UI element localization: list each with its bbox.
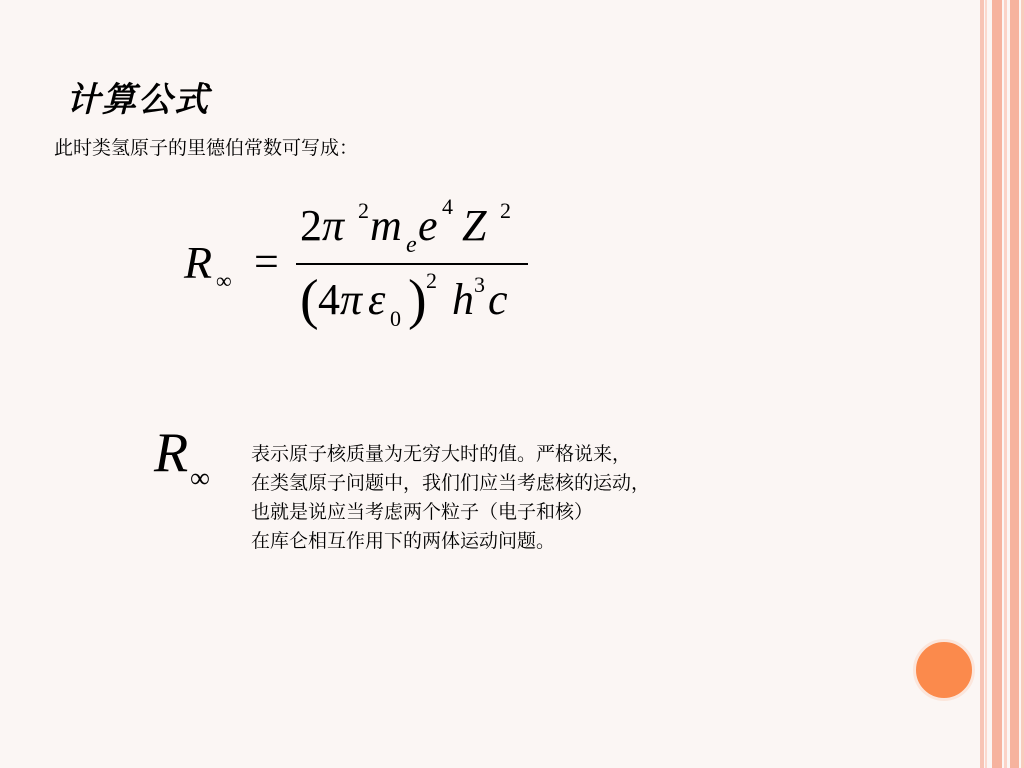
- slide-subtitle: 此时类氢原子的里德伯常数可写成：: [54, 137, 359, 159]
- num-e-exp: 4: [442, 194, 453, 219]
- den-pi: π: [340, 275, 363, 324]
- symbol-main: R: [154, 422, 189, 484]
- num-e: e: [418, 201, 438, 250]
- num-pi-exp: 2: [358, 198, 369, 223]
- num-pi: π: [322, 201, 345, 250]
- formula-lhs: R: [184, 237, 213, 288]
- den-coeff: 4: [318, 275, 340, 324]
- description-line: 在类氢原子问题中，我们们应当考虑核的运动，: [251, 472, 651, 494]
- num-coeff: 2: [300, 201, 322, 250]
- decorative-orange-circle: [913, 639, 975, 701]
- description-line: 在库仑相互作用下的两体运动问题。: [251, 530, 556, 552]
- formula-lhs-sub: ∞: [216, 268, 232, 293]
- den-eps-sub: 0: [390, 306, 401, 331]
- den-rparen: ): [408, 269, 427, 331]
- num-m-sub: e: [406, 232, 417, 258]
- description-line: 表示原子核质量为无穷大时的值。严格说来，: [251, 443, 632, 465]
- description-line: 也就是说应当考虑两个粒子（电子和核）: [251, 501, 594, 523]
- den-paren-exp: 2: [426, 268, 437, 293]
- den-h-exp: 3: [474, 272, 485, 297]
- num-Z: Z: [462, 201, 487, 250]
- den-h: h: [452, 275, 474, 324]
- formula-equals: =: [254, 237, 279, 286]
- description-text: [251, 440, 650, 556]
- slide-title: 计算公式: [66, 80, 210, 120]
- den-c: c: [488, 275, 508, 324]
- den-lparen: (: [300, 269, 319, 331]
- num-Z-exp: 2: [500, 198, 511, 223]
- r-infinity-symbol: [150, 415, 230, 495]
- den-eps: ε: [368, 275, 386, 324]
- rydberg-formula: [170, 180, 550, 350]
- num-m: m: [370, 201, 402, 250]
- symbol-sub: ∞: [190, 463, 210, 494]
- decorative-side-stripes: [980, 0, 1024, 768]
